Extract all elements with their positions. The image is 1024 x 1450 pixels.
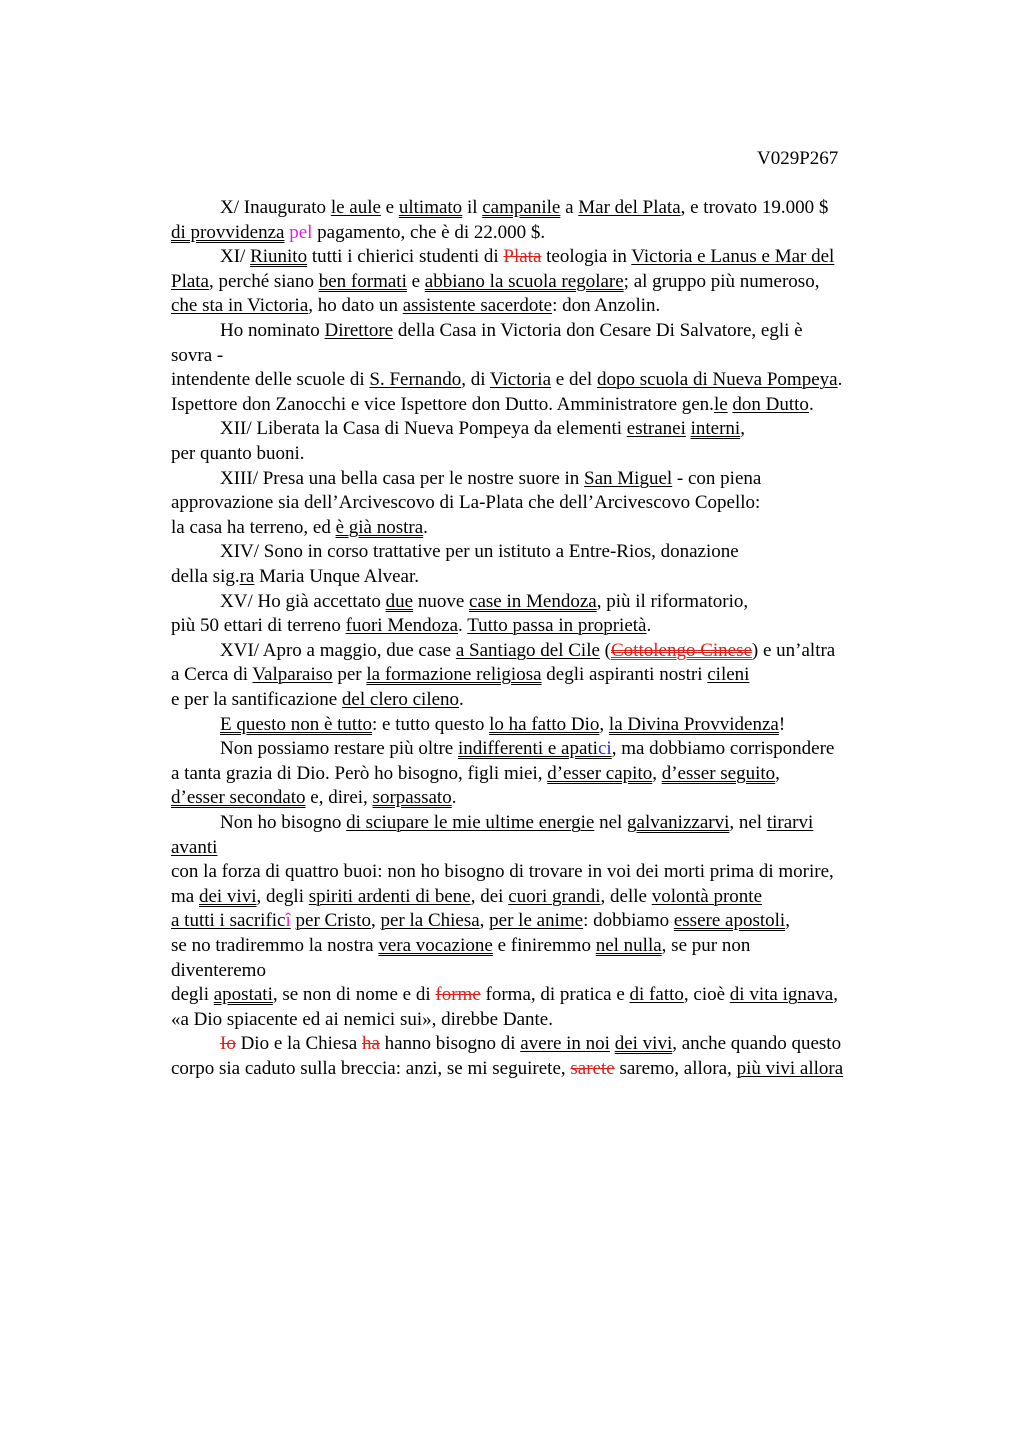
text-run: Dio e la Chiesa bbox=[235, 1033, 362, 1055]
text-run: - con piena bbox=[672, 467, 762, 489]
text-run: X/ Inaugurato bbox=[220, 197, 331, 218]
text-line bbox=[171, 221, 545, 246]
double-underlined-text: d’esser seguito bbox=[661, 762, 776, 784]
text-run: e bbox=[406, 270, 425, 292]
underlined-text: per le anime bbox=[489, 910, 584, 932]
text-run: sovra - bbox=[171, 344, 224, 366]
double-underlined-text: ben formati bbox=[318, 270, 407, 292]
underlined-text: cileni bbox=[707, 664, 750, 686]
text-run: la casa ha terreno, ed bbox=[171, 516, 336, 538]
deleted-text: Plata bbox=[503, 246, 542, 268]
deleted-text: Io bbox=[220, 1033, 236, 1055]
text-line bbox=[220, 417, 745, 442]
double-underlined-text: due bbox=[385, 590, 414, 612]
text-line bbox=[171, 393, 814, 418]
double-underlined-text: galvanizzarvi bbox=[627, 812, 730, 833]
double-underlined-text: dei vivi bbox=[198, 885, 257, 907]
underlined-text: di sciupare le mie ultime energie bbox=[346, 812, 595, 833]
text-line bbox=[171, 934, 750, 959]
underlined-text: che sta in Victoria bbox=[171, 295, 309, 317]
text-line bbox=[220, 467, 761, 492]
text-line bbox=[171, 909, 790, 934]
double-underlined-text: essere apostoli bbox=[673, 910, 786, 932]
deleted-text: forme bbox=[435, 984, 481, 1006]
text-run: , dei bbox=[470, 885, 509, 907]
underlined-text: estranei bbox=[626, 418, 686, 440]
text-run: , se pur non bbox=[661, 935, 751, 956]
text-line bbox=[220, 713, 785, 738]
text-run: hanno bisogno di bbox=[379, 1033, 521, 1055]
text-run: , bbox=[775, 762, 780, 784]
text-run: , se non di nome e di bbox=[272, 984, 436, 1006]
text-run: teologia in bbox=[541, 246, 632, 268]
text-line bbox=[171, 983, 838, 1008]
underlined-text: di fatto bbox=[629, 984, 684, 1006]
double-underlined-text: nel nulla bbox=[595, 935, 662, 956]
text-run: ) e un’altra bbox=[751, 639, 836, 661]
text-line bbox=[220, 540, 739, 565]
underlined-text: avere in noi bbox=[520, 1033, 610, 1055]
underlined-text: Plata bbox=[171, 270, 209, 292]
double-underlined-text: la Divina Provvidenza bbox=[608, 713, 779, 735]
text-run: Non possiamo restare più oltre bbox=[220, 738, 458, 760]
text-run: per bbox=[332, 664, 367, 686]
text-run: XI/ bbox=[220, 246, 251, 268]
text-run: ma bbox=[171, 885, 199, 907]
double-underlined-text: apostati bbox=[213, 984, 273, 1006]
underlined-text: le aule bbox=[330, 197, 381, 218]
text-line bbox=[171, 344, 223, 369]
text-line bbox=[171, 516, 428, 541]
underlined-text: Valparaiso bbox=[252, 664, 333, 686]
text-run: . bbox=[808, 393, 814, 415]
text-run: , bbox=[652, 762, 662, 784]
text-run: , bbox=[833, 984, 838, 1006]
text-run: nel bbox=[594, 812, 628, 833]
text-run: e, direi, bbox=[305, 787, 373, 809]
text-run: nuove bbox=[413, 590, 470, 612]
text-line bbox=[171, 270, 819, 295]
text-run: , delle bbox=[600, 885, 652, 907]
underlined-text: Victoria bbox=[489, 369, 552, 391]
highlighted-text: pel bbox=[289, 221, 313, 243]
double-underlined-text: la formazione religiosa bbox=[366, 664, 542, 686]
text-run: ! bbox=[778, 713, 786, 735]
text-line bbox=[171, 885, 762, 910]
underlined-text: per Cristo bbox=[295, 910, 371, 932]
highlighted-text: î bbox=[285, 910, 291, 932]
text-run: diventeremo bbox=[171, 959, 266, 981]
text-run: e bbox=[380, 197, 399, 218]
text-run: XIII/ Presa una bella casa per le nostre suore in bbox=[220, 467, 585, 489]
text-line bbox=[220, 590, 748, 615]
text-run: corpo sia caduto sulla breccia: anzi, se mi seguirete, bbox=[171, 1058, 571, 1079]
text-run: più 50 ettari di terreno bbox=[171, 615, 346, 637]
underlined-text: S. Fernando bbox=[369, 369, 462, 391]
text-run: , e trovato 19.000 $ bbox=[680, 197, 829, 218]
underlined-text: per la Chiesa bbox=[380, 910, 480, 932]
text-line bbox=[171, 1057, 843, 1082]
underlined-text: avanti bbox=[171, 836, 218, 858]
text-run: intendente delle scuole di bbox=[171, 369, 370, 391]
underlined-text: tirarvi bbox=[766, 812, 814, 833]
text-run: , più il riformatorio, bbox=[596, 590, 749, 612]
underlined-text: don Dutto bbox=[732, 393, 809, 415]
text-run: , nel bbox=[729, 812, 767, 833]
text-run: , bbox=[785, 910, 790, 932]
underlined-text: fuori Mendoza bbox=[345, 615, 459, 637]
underlined-text: a tutti i sacrific bbox=[171, 910, 286, 932]
text-line bbox=[220, 639, 835, 664]
text-line bbox=[171, 786, 456, 811]
underlined-text: Mar del Plata bbox=[578, 197, 681, 218]
text-run: . bbox=[837, 369, 843, 391]
text-line bbox=[220, 196, 828, 221]
double-underlined-text: lo ha fatto Dio bbox=[489, 713, 600, 735]
double-underlined-text: campanile bbox=[482, 197, 561, 218]
text-run: approvazione sia dell’Arcivescovo di La-Plata che dell’Arcivescovo Copello: bbox=[171, 492, 761, 514]
underlined-text: San Miguel bbox=[584, 467, 673, 489]
text-line bbox=[171, 762, 780, 787]
text-run: Non ho bisogno bbox=[220, 812, 347, 833]
deleted-text: sarete bbox=[570, 1058, 615, 1079]
text-run: se no tradiremmo la nostra bbox=[171, 935, 379, 956]
text-line bbox=[220, 737, 834, 762]
underlined-text: del clero cileno bbox=[341, 689, 460, 710]
text-run: . bbox=[451, 787, 457, 809]
text-run: a tanta grazia di Dio. Però ho bisogno, figli miei, bbox=[171, 762, 548, 784]
double-underlined-text: case in Mendoza bbox=[469, 590, 597, 612]
text-run: : don Anzolin. bbox=[552, 295, 661, 317]
underlined-text: assistente sacerdote bbox=[402, 295, 553, 317]
text-run: . bbox=[646, 615, 652, 637]
text-line bbox=[171, 614, 651, 639]
text-run: , bbox=[479, 910, 490, 932]
text-run: Maria Unque Alvear. bbox=[254, 566, 419, 587]
text-line bbox=[171, 860, 834, 885]
text-line bbox=[220, 245, 834, 270]
double-underlined-text: sorpassato bbox=[372, 787, 452, 809]
text-line bbox=[171, 294, 660, 319]
text-line bbox=[220, 319, 803, 344]
double-underlined-text: Riunito bbox=[250, 246, 308, 268]
underlined-text: Tutto passa in proprietà bbox=[467, 615, 647, 637]
text-run: , anche quando questo bbox=[672, 1033, 842, 1055]
text-run: degli aspiranti nostri bbox=[541, 664, 708, 686]
text-run: , bbox=[370, 910, 381, 932]
text-run: , di bbox=[461, 369, 490, 391]
text-run: . bbox=[459, 689, 464, 710]
text-run: ; al gruppo più numeroso, bbox=[623, 270, 820, 292]
text-line bbox=[171, 1008, 553, 1033]
text-run: pagamento, che è di 22.000 $. bbox=[312, 221, 546, 243]
text-run: Ispettore don Zanocchi e vice Ispettore don Dutto. Amministratore gen. bbox=[171, 393, 714, 415]
double-underlined-text: è già nostra bbox=[335, 516, 424, 538]
text-line bbox=[171, 368, 842, 393]
text-run: . bbox=[458, 615, 468, 637]
text-run: , degli bbox=[256, 885, 309, 907]
text-run: a bbox=[560, 197, 579, 218]
text-run: e del bbox=[551, 369, 597, 391]
double-underlined-text: indifferenti e apati bbox=[457, 738, 598, 760]
underlined-text: Victoria e Lanus e Mar del bbox=[631, 246, 835, 268]
text-line bbox=[171, 663, 749, 688]
text-run: con la forza di quattro buoi: non ho bisogno di trovare in voi dei morti prima di morire, bbox=[171, 861, 834, 883]
text-run: e finiremmo bbox=[492, 935, 596, 956]
underlined-text: Direttore bbox=[324, 320, 394, 341]
double-underlined-text: E questo non è tutto bbox=[220, 713, 372, 735]
double-underlined-text: abbiano la scuola regolare bbox=[424, 270, 624, 292]
deleted-text: ha bbox=[361, 1033, 380, 1055]
text-line bbox=[171, 688, 464, 713]
text-line bbox=[220, 1032, 841, 1057]
text-line bbox=[220, 811, 813, 836]
text-run: . bbox=[423, 516, 428, 538]
text-run: saremo, allora, bbox=[614, 1058, 737, 1079]
text-line bbox=[171, 491, 760, 516]
text-run: , bbox=[599, 713, 609, 735]
text-run: : dobbiamo bbox=[583, 910, 674, 932]
text-run: XVI/ Apro a maggio, due case bbox=[220, 639, 456, 661]
double-underlined-text: ultimato bbox=[398, 197, 463, 218]
text-run: ( bbox=[599, 639, 611, 661]
deleted-text: Cottolengo Cinese bbox=[611, 639, 752, 661]
text-line bbox=[171, 442, 305, 467]
text-run: e per la santificazione bbox=[171, 689, 342, 710]
underlined-text: le bbox=[713, 393, 728, 415]
text-run: XII/ Liberata la Casa di Nueva Pompeya da elementi bbox=[220, 418, 627, 440]
text-run: della sig. bbox=[171, 566, 240, 587]
text-run: , perché siano bbox=[209, 270, 319, 292]
text-run: degli bbox=[171, 984, 214, 1006]
underlined-text: volontà pronte bbox=[651, 885, 762, 907]
double-underlined-text: dei vivi bbox=[614, 1033, 673, 1055]
text-run: della Casa in Victoria don Cesare Di Salvatore, egli è bbox=[393, 320, 803, 341]
double-underlined-text: interni bbox=[690, 418, 741, 440]
double-underlined-text: d’esser capito bbox=[547, 762, 653, 784]
text-run: , cioè bbox=[683, 984, 730, 1006]
text-run: XIV/ Sono in corso trattative per un istituto a Entre-Rios, donazione bbox=[220, 541, 739, 563]
underlined-text: a Santiago del Cile bbox=[455, 639, 600, 661]
double-underlined-text: vera vocazione bbox=[378, 935, 493, 956]
text-run: XV/ Ho già accettato bbox=[220, 590, 386, 612]
text-run: Ho nominato bbox=[220, 320, 325, 341]
underlined-text: dopo scuola di Nueva Pompeya bbox=[596, 369, 838, 391]
underlined-text: di vita ignava bbox=[729, 984, 834, 1006]
text-run: tutti i chierici studenti di bbox=[307, 246, 504, 268]
double-underlined-text: d’esser secondato bbox=[171, 787, 306, 809]
text-run: , ho dato un bbox=[308, 295, 403, 317]
underlined-text: spiriti ardenti di bene bbox=[308, 885, 471, 907]
text-run: , ma dobbiamo corrispondere bbox=[611, 738, 835, 760]
text-run: : e tutto questo bbox=[371, 713, 490, 735]
text-run: il bbox=[462, 197, 483, 218]
text-run: a Cerca di bbox=[171, 664, 253, 686]
underlined-text: cuori grandi bbox=[508, 885, 601, 907]
text-run: per quanto buoni. bbox=[171, 443, 305, 464]
text-line bbox=[171, 565, 419, 590]
inserted-text: ci bbox=[597, 738, 612, 760]
text-line bbox=[171, 959, 266, 984]
text-run: «a Dio spiacente ed ai nemici sui», direbbe Dante. bbox=[171, 1008, 553, 1030]
page-identifier: V029P267 bbox=[757, 148, 839, 169]
text-line bbox=[171, 836, 217, 861]
double-underlined-text: di provvidenza bbox=[171, 221, 285, 243]
underlined-text: più vivi allora bbox=[736, 1058, 844, 1079]
text-run: forma, di pratica e bbox=[480, 984, 630, 1006]
text-run: , bbox=[740, 418, 745, 440]
underlined-text: ra bbox=[239, 566, 255, 587]
